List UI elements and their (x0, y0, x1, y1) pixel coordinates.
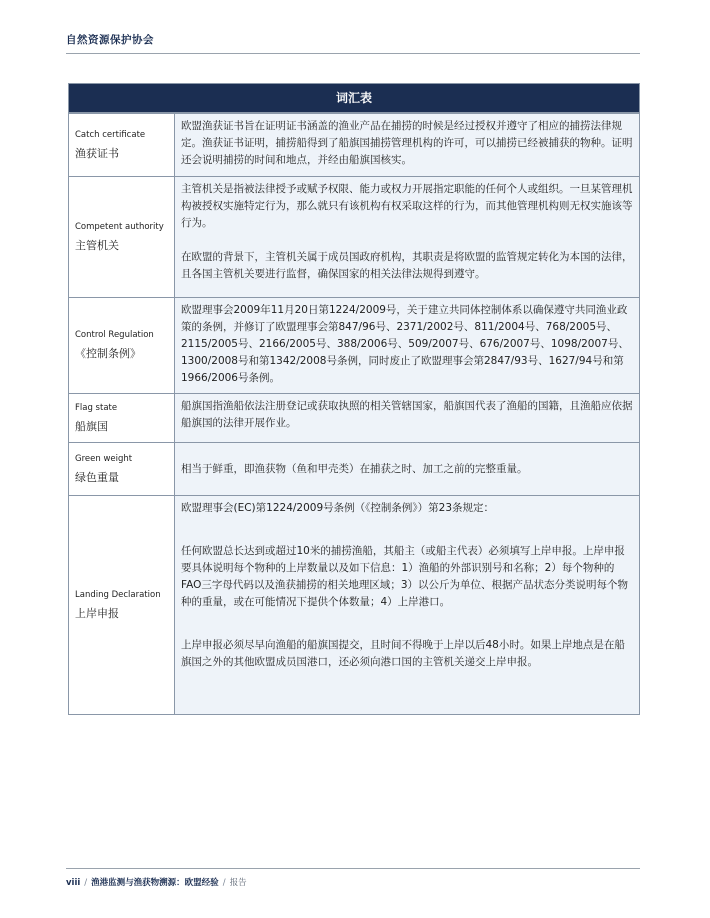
table-row (69, 176, 639, 297)
page-footer (66, 876, 247, 888)
footer-separator: / (84, 878, 88, 888)
term-cell (69, 394, 175, 442)
footer-separator: / (222, 878, 226, 888)
term-cell (69, 496, 175, 714)
glossary-title: 词汇表 (69, 84, 639, 113)
definition-cell (175, 177, 639, 297)
term-english: Green weight (75, 453, 133, 464)
term-chinese: 船旗国 (75, 419, 108, 433)
definition-paragraph: 上岸申报必须尽早向渔船的船旗国提交，且时间不得晚于上岸以后48小时。如果上岸地点是在船旗国之外的其他欧盟成员国港口，还必须向港口国的主管机关递交上岸申报。 (181, 639, 625, 668)
definition-paragraph: 相当于鲜重，即渔获物（鱼和甲壳类）在捕获之时、加工之前的完整重量。 (181, 462, 528, 475)
definition-paragraph: 任何欧盟总长达到或超过10米的捕捞渔船，其船主（或船主代表）必须填写上岸申报。上岸申报要具体说明每个物种的上岸数量以及如下信息：1）渔船的外部识别号和名称；2）每个物种的FAO三字母代码以及渔获捕捞的相关地理区域；3）以公斤为单位、根据产品状态分类说明每个物种的重量，或在可能情况下提供个体数量；4）上岸港口。 (181, 545, 629, 608)
footer-doc-title: 渔港监测与渔获物溯源：欧盟经验 (91, 878, 219, 888)
page-number: viii (66, 878, 81, 888)
term-cell (69, 298, 175, 393)
definition-cell (175, 114, 639, 176)
term-cell (69, 114, 175, 176)
definition-paragraph: 欧盟理事会2009年11月20日第1224/2009号，关于建立共同体控制体系以确保遵守共同渔业政策的条例，并修订了欧盟理事会第847/96号、2371/2002号、811/2004号、768/2005号、2115/2005号、2166/2005号、388/2006号、509/2007号、676/2007号、1098/2007号、1300/2008号和第1342/2008号条例，同时废止了欧盟理事会第2847/93号、1627/94号和第1966/2006号条例。 (181, 304, 629, 384)
definition-cell (175, 394, 639, 442)
term-cell (69, 443, 175, 495)
term-chinese: 主管机关 (75, 238, 119, 252)
org-header: 自然资源保护协会 (66, 34, 154, 46)
definition-paragraph: 欧盟理事会(EC)第1224/2009号条例（《控制条例》）第23条规定： (181, 502, 494, 514)
term-english: Catch certificate (75, 129, 146, 140)
term-chinese: 上岸申报 (75, 606, 119, 620)
table-row (69, 495, 639, 714)
term-english: Control Regulation (75, 330, 154, 340)
term-english: Competent authority (75, 221, 164, 232)
definition-paragraph: 船旗国指渔船依法注册登记或获取执照的相关管辖国家，船旗国代表了渔船的国籍，且渔船应依据船旗国的法律开展作业。 (181, 400, 633, 429)
definition-cell (175, 443, 639, 495)
footer-rule (66, 868, 640, 869)
definition-paragraph: 欧盟渔获证书旨在证明证书涵盖的渔业产品在捕捞的时候是经过授权并遵守了相应的捕捞法律规定。渔获证书证明，捕捞船得到了船旗国捕捞管理机构的许可，可以捕捞已经被捕获的物种。证明还会说明捕捞的时间和地点，并经由船旗国核实。 (181, 120, 633, 166)
definition-cell (175, 298, 639, 393)
table-row (69, 442, 639, 495)
glossary-table (68, 83, 640, 715)
term-english: Landing Declaration (75, 589, 161, 600)
table-row (69, 297, 639, 393)
term-english: Flag state (75, 402, 118, 413)
definition-cell (175, 496, 639, 714)
term-chinese: 绿色重量 (75, 470, 119, 484)
table-row (69, 113, 639, 176)
header-rule (66, 53, 640, 54)
footer-doc-type: 报告 (229, 878, 247, 888)
term-chinese: 《控制条例》 (75, 347, 141, 360)
definition-paragraph: 在欧盟的背景下，主管机关属于成员国政府机构，其职责是将欧盟的监管规定转化为本国的法律，且各国主管机关要进行监督，确保国家的相关法律法规得到遵守。 (181, 251, 633, 280)
term-cell (69, 177, 175, 297)
term-chinese: 渔获证书 (75, 146, 119, 160)
definition-paragraph: 主管机关是指被法律授予或赋予权限、能力或权力开展指定职能的任何个人或组织。一旦某管理机构被授权实施特定行为，那么就只有该机构有权采取这样的行为，而其他管理机构则无权实施该等行为。 (181, 183, 633, 229)
table-row (69, 393, 639, 442)
